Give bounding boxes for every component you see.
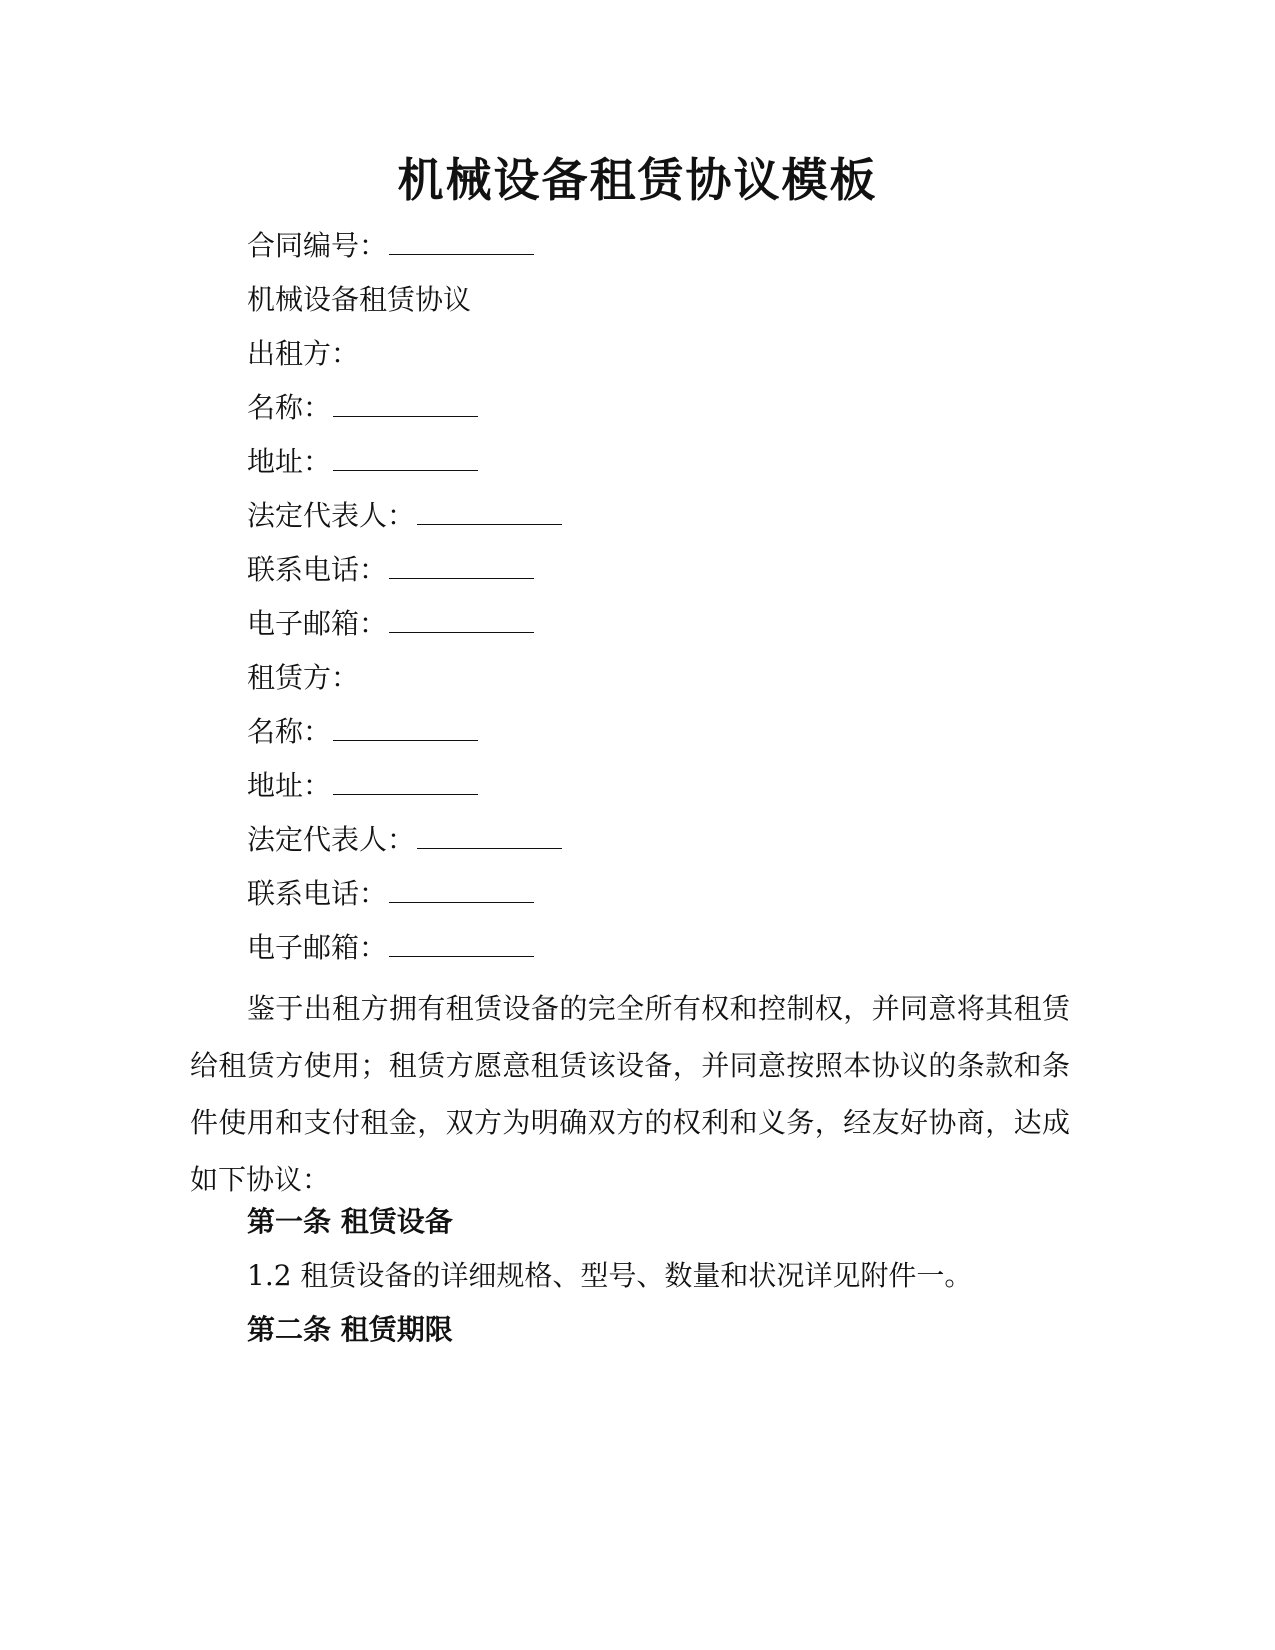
lessor-address-blank bbox=[333, 442, 478, 471]
lessee-name-label: 名称： bbox=[247, 715, 332, 748]
lessor-name-line bbox=[247, 388, 478, 428]
lessee-legal-rep-blank bbox=[417, 820, 562, 849]
lessor-legal-rep-line bbox=[247, 496, 562, 536]
lessee-email-label: 电子邮箱： bbox=[247, 931, 388, 964]
lessor-address-line bbox=[247, 442, 478, 482]
article-1-heading: 第一条 租赁设备 bbox=[247, 1205, 453, 1238]
lessor-legal-rep-blank bbox=[417, 496, 562, 525]
lessor-heading: 出租方： bbox=[247, 337, 360, 370]
lessor-phone-line bbox=[247, 550, 534, 590]
article-2-heading: 第二条 租赁期限 bbox=[247, 1313, 453, 1346]
lessor-email-label: 电子邮箱： bbox=[247, 607, 388, 640]
lessor-phone-blank bbox=[389, 550, 534, 579]
lessee-legal-rep-line bbox=[247, 820, 562, 860]
document-title: 机械设备租赁协议模板 bbox=[397, 153, 878, 207]
preamble-paragraph: 鉴于出租方拥有租赁设备的完全所有权和控制权，并同意将其租赁给租赁方使用；租赁方愿意租赁该设备，并同意按照本协议的条款和条件使用和支付租金，双方为明确双方的权利和义务，经友好协商，达成如下协议： bbox=[190, 992, 1070, 1196]
lessor-name-blank bbox=[333, 388, 478, 417]
agreement-subtitle: 机械设备租赁协议 bbox=[247, 283, 472, 316]
lessee-heading: 租赁方： bbox=[247, 661, 360, 694]
lessee-email-line bbox=[247, 928, 534, 968]
contract-number-blank bbox=[389, 226, 534, 255]
lessor-address-label: 地址： bbox=[247, 445, 332, 478]
lessee-phone-label: 联系电话： bbox=[247, 877, 388, 910]
lessee-address-label: 地址： bbox=[247, 769, 332, 802]
lessor-phone-label: 联系电话： bbox=[247, 553, 388, 586]
lessee-address-line bbox=[247, 766, 478, 806]
lessee-phone-blank bbox=[389, 874, 534, 903]
lessor-email-line bbox=[247, 604, 534, 644]
contract-number-label: 合同编号： bbox=[247, 229, 388, 262]
lessor-name-label: 名称： bbox=[247, 391, 332, 424]
article-1-item: 1.2 租赁设备的详细规格、型号、数量和状况详见附件一。 bbox=[247, 1259, 973, 1292]
lessee-name-blank bbox=[333, 712, 478, 741]
lessee-email-blank bbox=[389, 928, 534, 957]
lessee-name-line bbox=[247, 712, 478, 752]
lessee-address-blank bbox=[333, 766, 478, 795]
lessor-legal-rep-label: 法定代表人： bbox=[247, 499, 416, 532]
lessee-phone-line bbox=[247, 874, 534, 914]
lessee-legal-rep-label: 法定代表人： bbox=[247, 823, 416, 856]
lessor-email-blank bbox=[389, 604, 534, 633]
contract-number-line bbox=[247, 226, 534, 266]
